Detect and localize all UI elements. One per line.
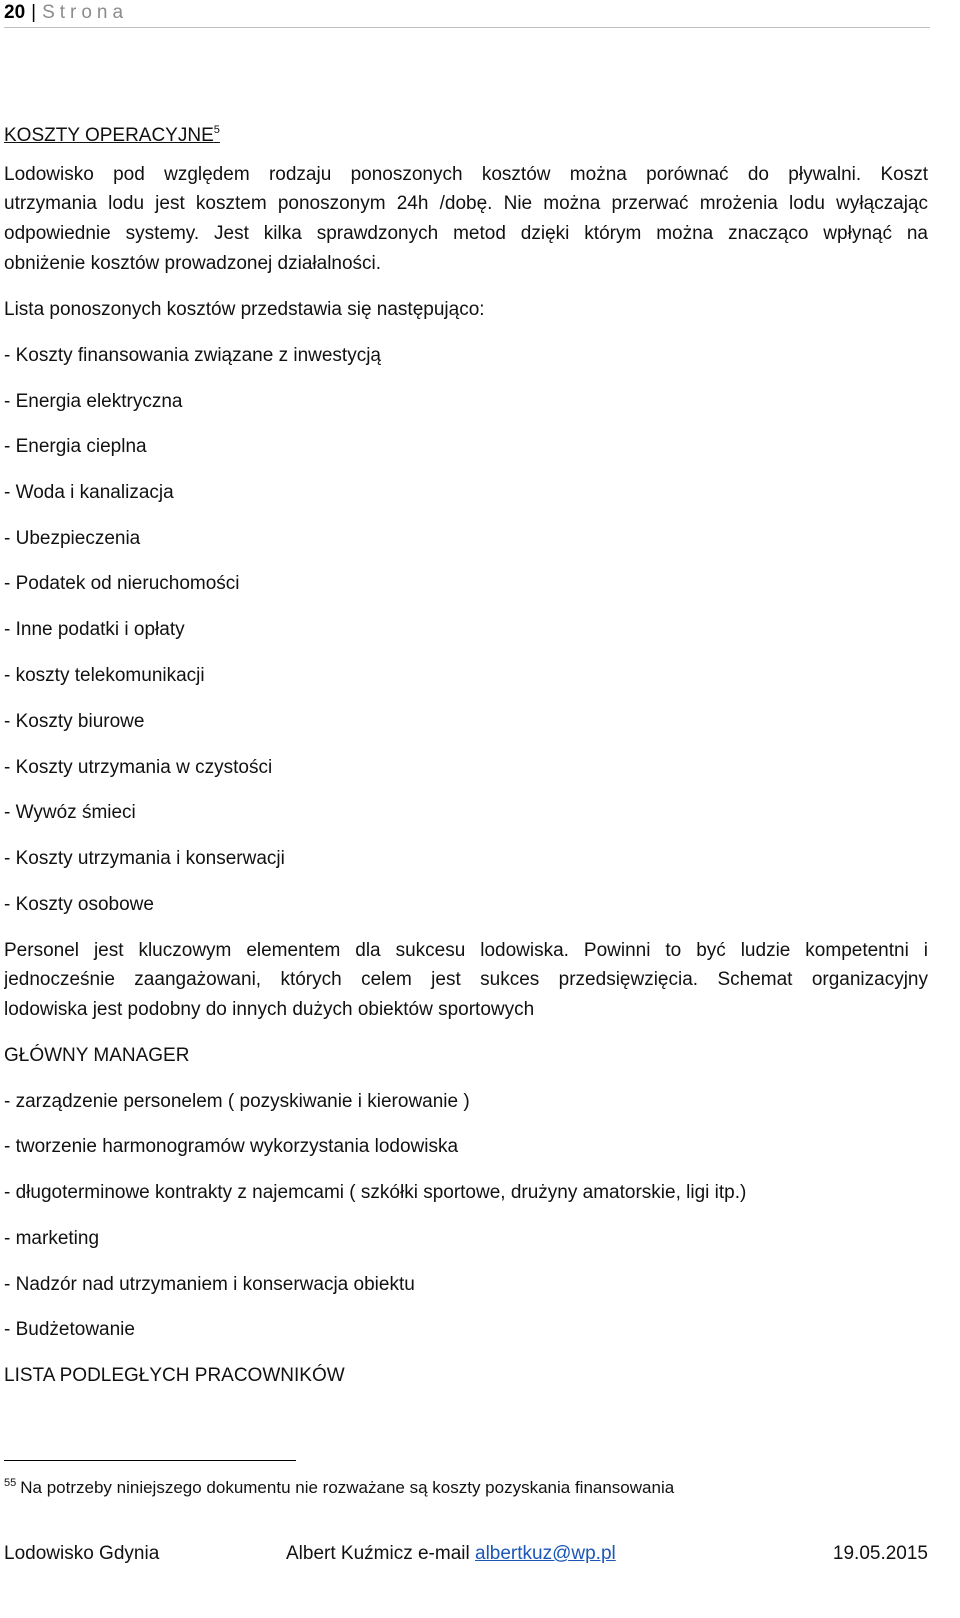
footnote [4, 1472, 674, 1499]
cost-item: - Podatek od nieruchomości [4, 573, 240, 594]
cost-item: - Inne podatki i opłaty [4, 619, 185, 640]
cost-item: - Energia elektryczna [4, 391, 183, 412]
page-number: 20 [4, 2, 26, 23]
cost-item: - Wywóz śmieci [4, 802, 136, 823]
manager-item: - zarządzenie personelem ( pozyskiwanie i kierowanie ) [4, 1091, 470, 1112]
footer-author-text: Albert Kuźmicz e-mail [286, 1543, 475, 1564]
personnel-line: lodowiska jest podobny do innych dużych obiektów sportowych [4, 999, 535, 1020]
intro-line: obniżenie kosztów prowadzonej działalności. [4, 253, 382, 274]
cost-item: - Koszty biurowe [4, 711, 145, 732]
cost-item: - Koszty utrzymania w czystości [4, 757, 273, 778]
manager-item: - marketing [4, 1228, 100, 1249]
cost-item: - Koszty utrzymania i konserwacji [4, 848, 285, 869]
cost-item: - koszty telekomunikacji [4, 665, 205, 686]
staff-heading: LISTA PODLEGŁYCH PRACOWNIKÓW [4, 1365, 345, 1386]
page-word: Strona [42, 2, 129, 23]
section-title-text: KOSZTY OPERACYJNE [4, 125, 214, 146]
footnote-text: Na potrzeby niniejszego dokumentu nie rozważane są koszty pozyskania finansowania [20, 1478, 675, 1497]
cost-list-intro: Lista ponoszonych kosztów przedstawia się następująco: [4, 299, 485, 320]
email-link[interactable]: albertkuz@wp.pl [475, 1543, 616, 1564]
footnote-number: 55 [4, 1477, 17, 1489]
footer-date: 19.05.2015 [832, 1543, 928, 1564]
footnote-divider [4, 1460, 296, 1461]
cost-item: - Energia cieplna [4, 436, 147, 457]
manager-heading: GŁÓWNY MANAGER [4, 1045, 190, 1066]
cost-item: - Woda i kanalizacja [4, 482, 174, 503]
header-separator: | [31, 2, 37, 23]
manager-item: - Nadzór nad utrzymaniem i konserwacja obiektu [4, 1274, 415, 1295]
cost-item: - Koszty osobowe [4, 894, 154, 915]
footer-author [286, 1542, 616, 1566]
page-footer [4, 1542, 928, 1568]
intro-line: odpowiednie systemy. Jest kilka sprawdzonych metod dzięki którym można znacząco wpłynąć na [4, 223, 928, 244]
manager-item: - Budżetowanie [4, 1319, 135, 1340]
cost-item: - Ubezpieczenia [4, 528, 141, 549]
manager-item: - długoterminowe kontrakty z najemcami ( szkółki sportowe, drużyny amatorskie, ligi itp.) [4, 1182, 747, 1203]
personnel-line: jednocześnie zaangażowani, których celem jest sukces przedsięwzięcia. Schemat organizacyjny [4, 969, 928, 990]
section-title [4, 118, 220, 148]
personnel-line: Personel jest kluczowym elementem dla sukcesu lodowiska. Powinni to być ludzie kompetentni i [4, 940, 928, 961]
manager-item: - tworzenie harmonogramów wykorzystania lodowiska [4, 1136, 459, 1157]
footer-site: Lodowisko Gdynia [4, 1543, 160, 1564]
page-header [4, 0, 930, 28]
footnote-ref: 5 [213, 124, 220, 136]
cost-item: - Koszty finansowania związane z inwestycją [4, 345, 382, 366]
intro-line: Lodowisko pod względem rodzaju ponoszonych kosztów można porównać do pływalni. Koszt [4, 164, 928, 185]
intro-line: utrzymania lodu jest kosztem ponoszonym 24h /dobę. Nie można przerwać mrożenia lodu wyłączając [4, 193, 928, 214]
